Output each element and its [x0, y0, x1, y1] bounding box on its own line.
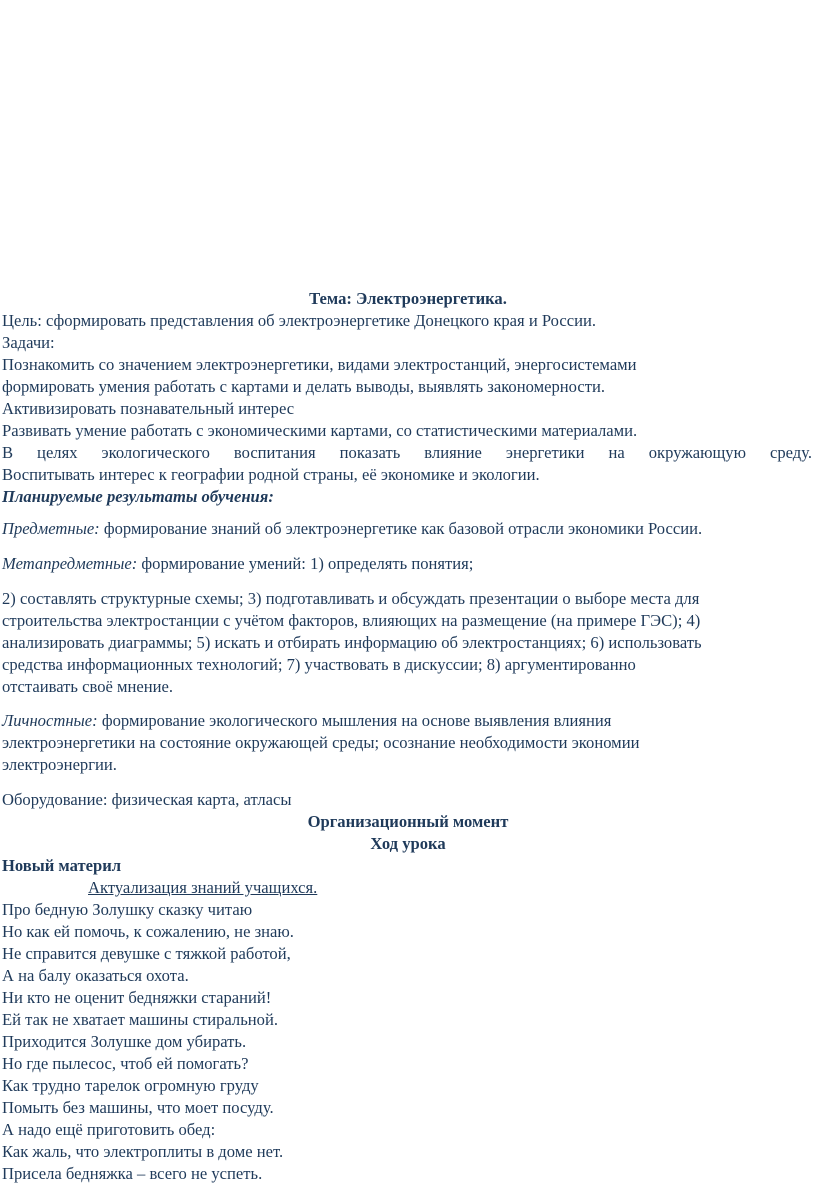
poem-line: Как жаль, что электроплиты в доме нет.: [2, 1142, 284, 1161]
meta-results: [2, 553, 473, 575]
personal-results: [2, 710, 611, 732]
personal-line: электроэнергии.: [2, 755, 117, 774]
personal-line: электроэнергетики на состояние окружающей среды; осознание необходимости экономии: [2, 733, 640, 752]
task-line: Развивать умение работать с экономическими картами, со статистическими материалами.: [2, 421, 638, 440]
poem-line: Ни кто не оценит бедняжки стараний!: [2, 988, 272, 1007]
poem-line: Про бедную Золушку сказку читаю: [2, 900, 253, 919]
goal-text: Цель: сформировать представления об электроэнергетике Донецкого края и России.: [2, 311, 597, 330]
equipment-text: Оборудование: физическая карта, атласы: [2, 790, 292, 809]
personal-text: формирование экологического мышления на основе выявления влияния: [97, 711, 612, 730]
poem-line: Ей так не хватает машины стиральной.: [2, 1010, 278, 1029]
poem-line: А надо ещё приготовить обед:: [2, 1120, 216, 1139]
meta-line: отстаивать своё мнение.: [2, 677, 174, 696]
poem-line: Присела бедняжка – всего не успеть.: [2, 1164, 263, 1183]
poem-line: Но как ей помочь, к сожалению, не знаю.: [2, 922, 294, 941]
meta-line: 2) составлять структурные схемы; 3) подготавливать и обсуждать презентации о выборе места для: [2, 589, 700, 608]
poem-line: Как трудно тарелок огромную груду: [2, 1076, 259, 1095]
lesson-flow-heading: Ход урока: [370, 834, 446, 853]
actualization-heading: Актуализация знаний учащихся.: [88, 878, 318, 897]
task-line: Познакомить со значением электроэнергетики, видами электростанций, энергосистемами: [2, 355, 637, 374]
poem-line: Но где пылесос, чтоб ей помогать?: [2, 1054, 249, 1073]
task-line: В целях экологического воспитания показать влияние энергетики на окружающую среду.: [2, 443, 812, 462]
subject-label: Предметные:: [2, 519, 100, 538]
meta-line: строительства электростанции с учётом факторов, влияющих на размещение (на примере ГЭС); 4): [2, 611, 701, 630]
results-heading: Планируемые результаты обучения:: [2, 487, 274, 506]
poem-line: Приходится Золушке дом убирать.: [2, 1032, 247, 1051]
task-line: формировать умения работать с картами и делать выводы, выявлять закономерности.: [2, 377, 605, 396]
meta-label: Метапредметные:: [2, 554, 138, 573]
meta-line: анализировать диаграммы; 5) искать и отбирать информацию об электростанциях; 6) использовать: [2, 633, 702, 652]
new-material-heading: Новый материл: [2, 856, 122, 875]
org-moment-heading: Организационный момент: [307, 812, 509, 831]
personal-label: Личностные:: [2, 711, 98, 730]
task-line: Активизировать познавательный интерес: [2, 399, 295, 418]
meta-line: средства информационных технологий; 7) участвовать в дискуссии; 8) аргументированно: [2, 655, 636, 674]
poem-line: Не справится девушке с тяжкой работой,: [2, 944, 291, 963]
subject-results: [2, 518, 702, 540]
topic-title: Тема: Электроэнергетика.: [309, 289, 507, 308]
poem-line: Помыть без машины, что моет посуду.: [2, 1098, 274, 1117]
meta-text: формирование умений: 1) определять понятия;: [137, 554, 474, 573]
tasks-label: Задачи:: [2, 333, 55, 352]
poem-line: А на балу оказаться охота.: [2, 966, 189, 985]
subject-text: формирование знаний об электроэнергетике как базовой отрасли экономики России.: [99, 519, 703, 538]
task-line: Воспитывать интерес к географии родной страны, её экономике и экологии.: [2, 465, 540, 484]
